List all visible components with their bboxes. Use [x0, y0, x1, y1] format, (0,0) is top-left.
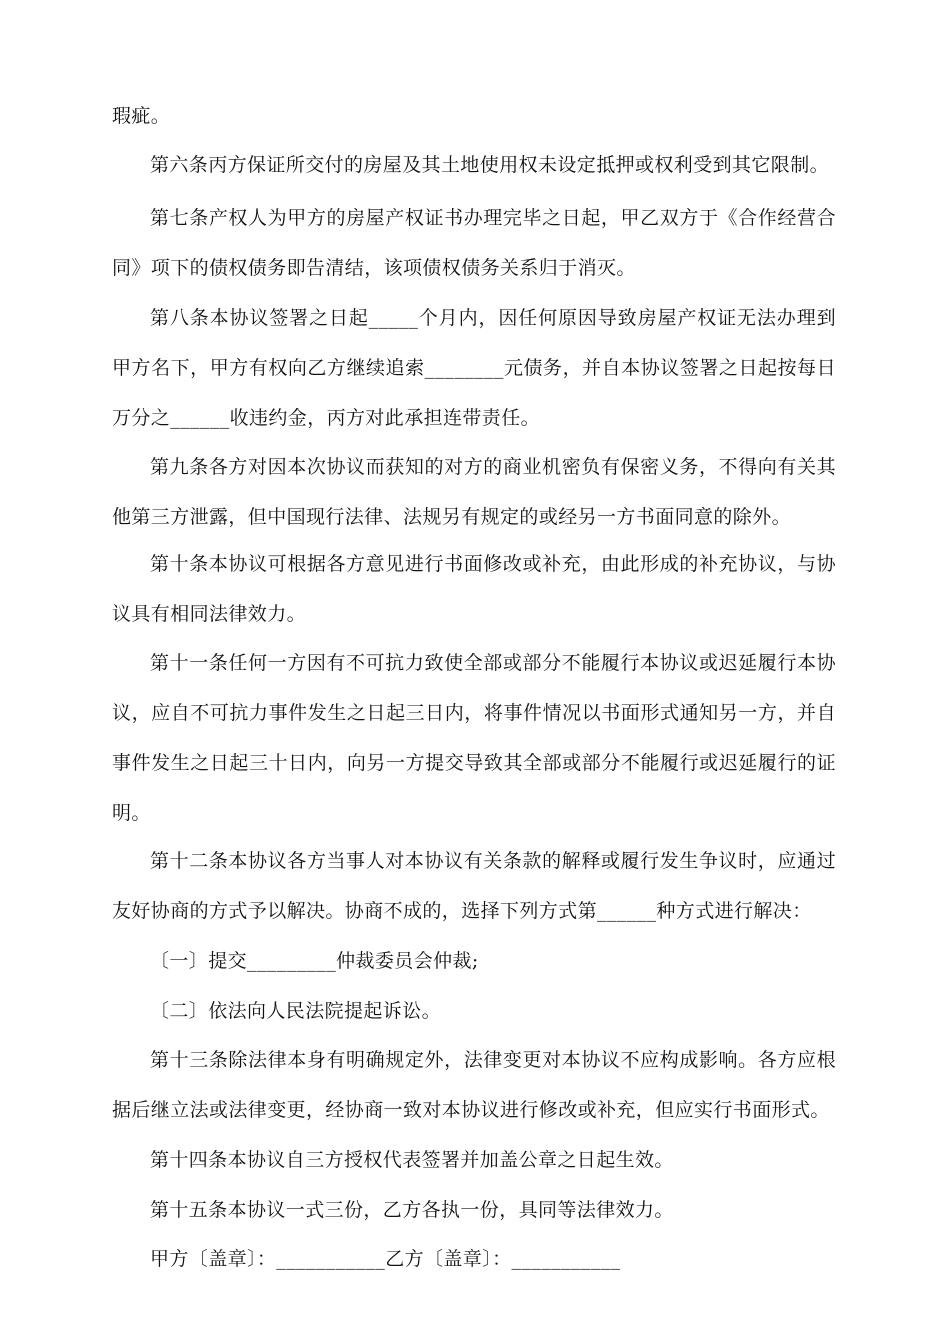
article-6: 第六条丙方保证所交付的房屋及其土地使用权未设定抵押或权利受到其它限制。 — [150, 154, 830, 176]
article-15: 第十五条本协议一式三份，乙方各执一份，具同等法律效力。 — [150, 1199, 674, 1221]
article-11: 第十一条任何一方因有不可抗力致使全部或部分不能履行本协议或迟延履行本协议，应自不可抗力事件发生之日起三日内，将事件情况以书面形式通知另一方，并自事件发生之日起三十日内，向另一方提交导致其全部或部分不能履行或迟延履行的证明。 — [112, 652, 836, 824]
article-10: 第十条本协议可根据各方意见进行书面修改或补充，由此形成的补充协议，与协议具有相同法律效力。 — [112, 553, 836, 625]
article-14: 第十四条本协议自三方授权代表签署并加盖公章之日起生效。 — [150, 1149, 674, 1171]
article-7: 第七条产权人为甲方的房屋产权证书办理完毕之日起，甲乙双方于《合作经营合同》项下的债权债务即告清结，该项债权债务关系归于消灭。 — [112, 207, 836, 279]
signature-line: 甲方〔盖章〕：___________乙方〔盖章〕：___________ — [150, 1248, 621, 1270]
article-13: 第十三条除法律本身有明确规定外，法律变更对本协议不应构成影响。各方应根据后继立法或法律变更，经协商一致对本协议进行修改或补充，但应实行书面形式。 — [112, 1049, 836, 1121]
option-1: 〔一〕提交_________仲裁委员会仲裁; — [150, 950, 479, 972]
option-2: 〔二〕依法向人民法院提起诉讼。 — [150, 1000, 442, 1022]
paragraph-flaw-end: 瑕疵。 — [112, 105, 171, 127]
article-8: 第八条本协议签署之日起_____个月内，因任何原因导致房屋产权证无法办理到甲方名下，甲方有权向乙方继续追索________元债务，并自本协议签署之日起按每日万分之______收违约金，丙方对此承担连带责任。 — [112, 307, 836, 429]
article-9: 第九条各方对因本次协议而获知的对方的商业机密负有保密义务，不得向有关其他第三方泄露，但中国现行法律、法规另有规定的或经另一方书面同意的除外。 — [112, 456, 836, 528]
article-12: 第十二条本协议各方当事人对本协议有关条款的解释或履行发生争议时，应通过友好协商的方式予以解决。协商不成的，选择下列方式第______种方式进行解决： — [112, 850, 836, 922]
